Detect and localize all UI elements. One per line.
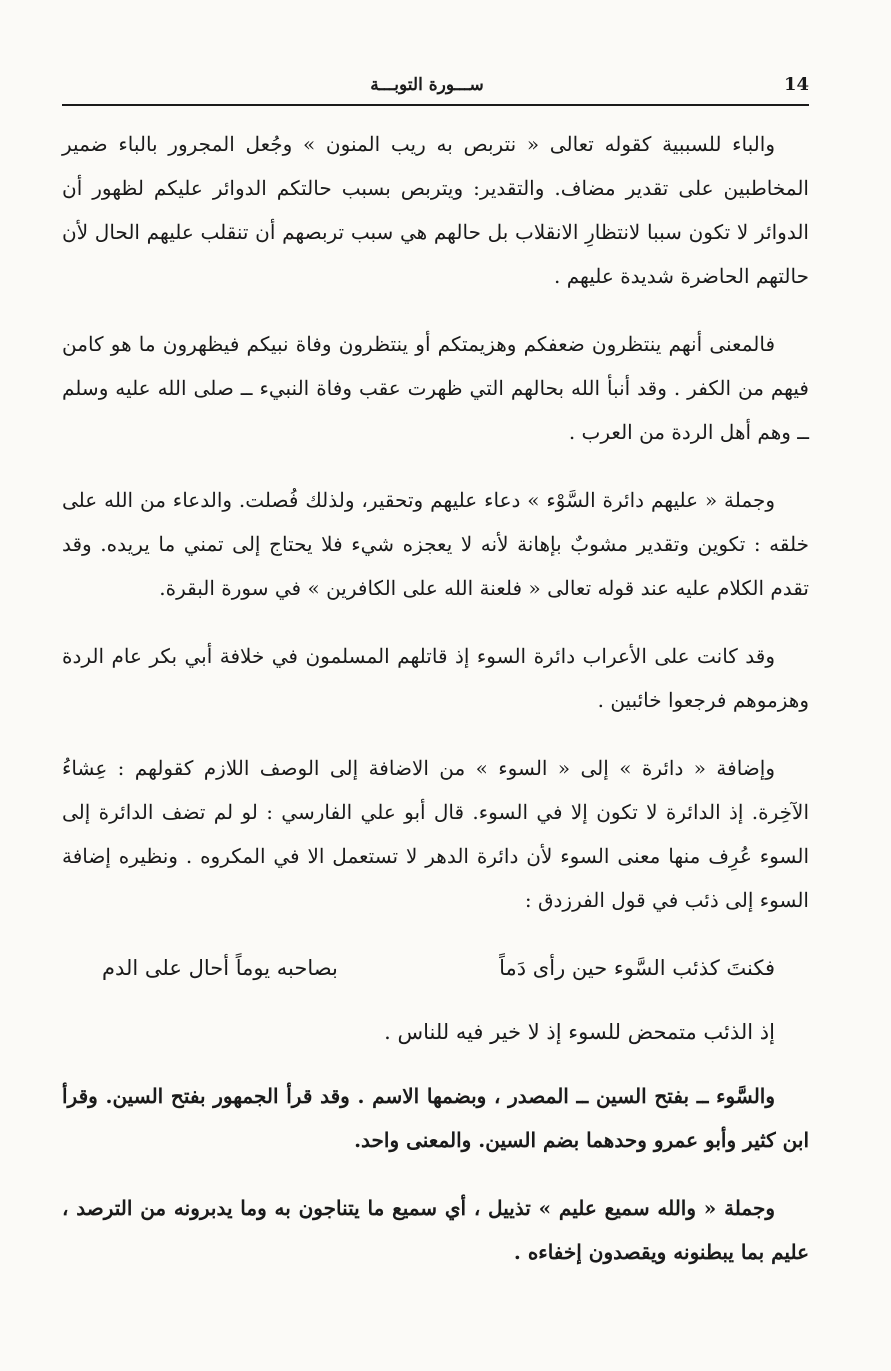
paragraph-sawa: والسَّوء ــ بفتح السين ــ المصدر ، وبضمها الاسم . وقد قرأ الجمهور بفتح السين. وقرأ ابن كثير وأبو عمرو وحدهما بضم السين. والمعنى واحد. xyxy=(62,1084,809,1152)
paragraph-idafa: وإضافة « دائرة » إلى « السوء » من الاضافة إلى الوصف اللازم كقولهم : عِشاءُ الآخِرة. إذ الدائرة لا تكون إلا في السوء. قال أبو علي الفارسي : لو لم تضف الدائرة إلى السوء عُرِف منها معنى السوء لأن دائرة الدهر لا تستعمل الا في المكروه . ونظيره إضافة السوء إلى ذئب في قول الفرزدق : xyxy=(62,756,810,912)
running-title: ســـورة التوبـــة xyxy=(370,75,484,95)
verse-commentary: إذ الذئب متمحض للسوء إذ لا خير فيه للناس . xyxy=(384,1020,775,1044)
page-number: 14 xyxy=(783,74,809,95)
paragraph-aarab: وقد كانت على الأعراب دائرة السوء إذ قاتلهم المسلمون في خلافة أبي بكر عام الردة وهزموهم فرجعوا خائبين . xyxy=(62,644,809,712)
page-header xyxy=(62,70,809,106)
main-text xyxy=(62,122,809,1298)
verse-hemistich-second: بصاحبه يوماً أحال على الدم xyxy=(102,956,338,980)
paragraph-jumla-alayhim: وجملة « عليهم دائرة السَّوْء » دعاء عليهم وتحقير، ولذلك فُصلت. والدعاء من الله على خلقه : تكوين وتقدير مشوبٌ بإهانة لأنه لا يعجزه شيء فلا يحتاج إلى تمني ما يريده. وقد تقدم الكلام عليه عند قوله تعالى « فلعنة الله على الكافرين » في سورة البقرة. xyxy=(62,488,809,600)
paragraph-maana: فالمعنى أنهم ينتظرون ضعفكم وهزيمتكم أو ينتظرون وفاة نبيكم فيظهرون ما هو كامن فيهم من الكفر . وقد أنبأ الله بحالهم التي ظهرت عقب وفاة النبيء ــ صلى الله عليه وسلم ــ وهم أهل الردة من العرب . xyxy=(62,332,809,444)
paragraph-tadhyil: وجملة « والله سميع عليم » تذييل ، أي سميع ما يتناجون به وما يدبرونه من الترصد ، عليم بما يبطنونه ويقصدون إخفاءه . xyxy=(62,1196,809,1264)
poetry-verse xyxy=(62,946,809,990)
paragraph-baa-sababiyya: والباء للسببية كقوله تعالى « نتربص به ريب المنون » وجُعل المجرور بالباء ضمير المخاطبين على تقدير مضاف. والتقدير: ويتربص بسبب حالتكم الدوائر عليكم لظهور أن الدوائر لا تكون سببا لانتظارِ الانقلاب بل حالهم هي سبب تربصهم أن تنقلب عليهم الحال لأن حالتهم الحاضرة شديدة عليهم . xyxy=(62,132,809,288)
verse-hemistich-first: فكنتَ كذئب السَّوء حين رأى دَماً xyxy=(499,956,775,980)
